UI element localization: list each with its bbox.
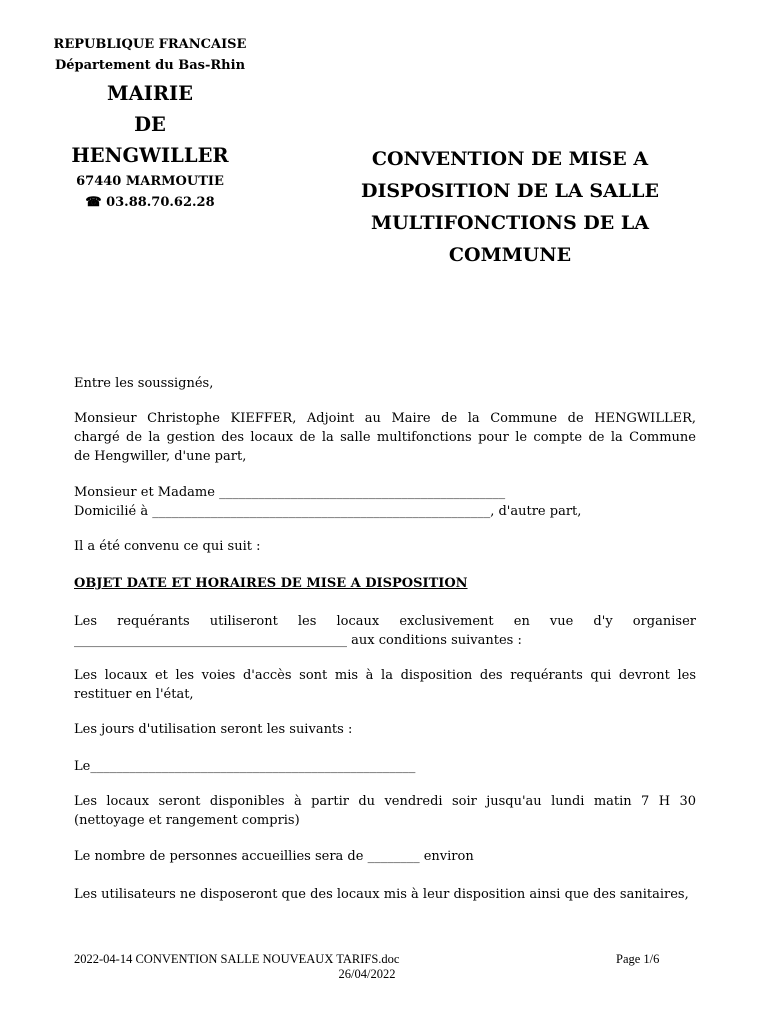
monsieur-line-3: de Hengwiller, d'une part, xyxy=(74,449,247,464)
republic-line: REPUBLIQUE FRANCAISE xyxy=(53,37,247,52)
utilisateurs-paragraph: Les utilisateurs ne disposeront que des locaux mis à leur disposition ainsi que des sanitaires, xyxy=(74,887,689,902)
le-blank-line: Le__________________________________________________ xyxy=(74,759,416,774)
document-title xyxy=(322,143,698,271)
title-line-2: DISPOSITION DE LA SALLE xyxy=(360,180,660,202)
postal-address: 67440 MARMOUTIE xyxy=(76,174,224,189)
commune-name: HENGWILLER xyxy=(71,144,229,167)
disponibles-paragraph: Les locaux seront disponibles à partir du vendredi soir jusqu'au lundi matin 7 H 30 (nettoyage et rangement compris) xyxy=(74,794,696,828)
footer-page-number: Page 1/6 xyxy=(616,952,660,966)
de-line: DE xyxy=(134,113,166,136)
locaux-voies-paragraph: Les locaux et les voies d'accès sont mis à la disposition des requérants qui devront les restituer en l'état, xyxy=(74,668,696,702)
jours-paragraph: Les jours d'utilisation seront les suivants : xyxy=(74,722,353,737)
footer-date: 26/04/2022 xyxy=(338,967,396,981)
phone-line xyxy=(30,192,270,213)
nombre-paragraph: Le nombre de personnes accueillies sera de ________ environ xyxy=(74,849,474,864)
title-line-3: MULTIFONCTIONS DE LA xyxy=(371,212,649,234)
requerants-line-2: __________________________________________ aux conditions suivantes : xyxy=(74,633,522,648)
footer-filename: 2022-04-14 CONVENTION SALLE NOUVEAUX TARIFS.doc xyxy=(74,952,400,966)
title-line-4: COMMUNE xyxy=(448,244,572,266)
monsieur-line-2: chargé de la gestion des locaux de la salle multifonctions pour le compte de la Commune xyxy=(74,430,696,445)
department-line: Département du Bas-Rhin xyxy=(54,58,246,73)
madame-line: Monsieur et Madame ____________________________________________ xyxy=(74,485,506,500)
phone-number: 03.88.70.62.28 xyxy=(106,195,215,210)
mairie-line: MAIRIE xyxy=(106,82,194,105)
domicile-line: Domicilié à ____________________________________________________, d'autre part, xyxy=(74,504,582,519)
telephone-icon: ☎ xyxy=(85,195,102,210)
title-line-1: CONVENTION DE MISE A xyxy=(371,148,649,170)
section-heading: OBJET DATE ET HORAIRES DE MISE A DISPOSITION xyxy=(74,576,468,591)
letterhead xyxy=(30,34,270,213)
convenu-paragraph: Il a été convenu ce qui suit : xyxy=(74,539,261,554)
monsieur-line-1: Monsieur Christophe KIEFFER, Adjoint au Maire de la Commune de HENGWILLER, xyxy=(74,411,696,426)
requerants-line-1: Les requérants utiliseront les locaux exclusivement en vue d'y organiser xyxy=(74,614,696,629)
entre-paragraph: Entre les soussignés, xyxy=(74,376,214,391)
